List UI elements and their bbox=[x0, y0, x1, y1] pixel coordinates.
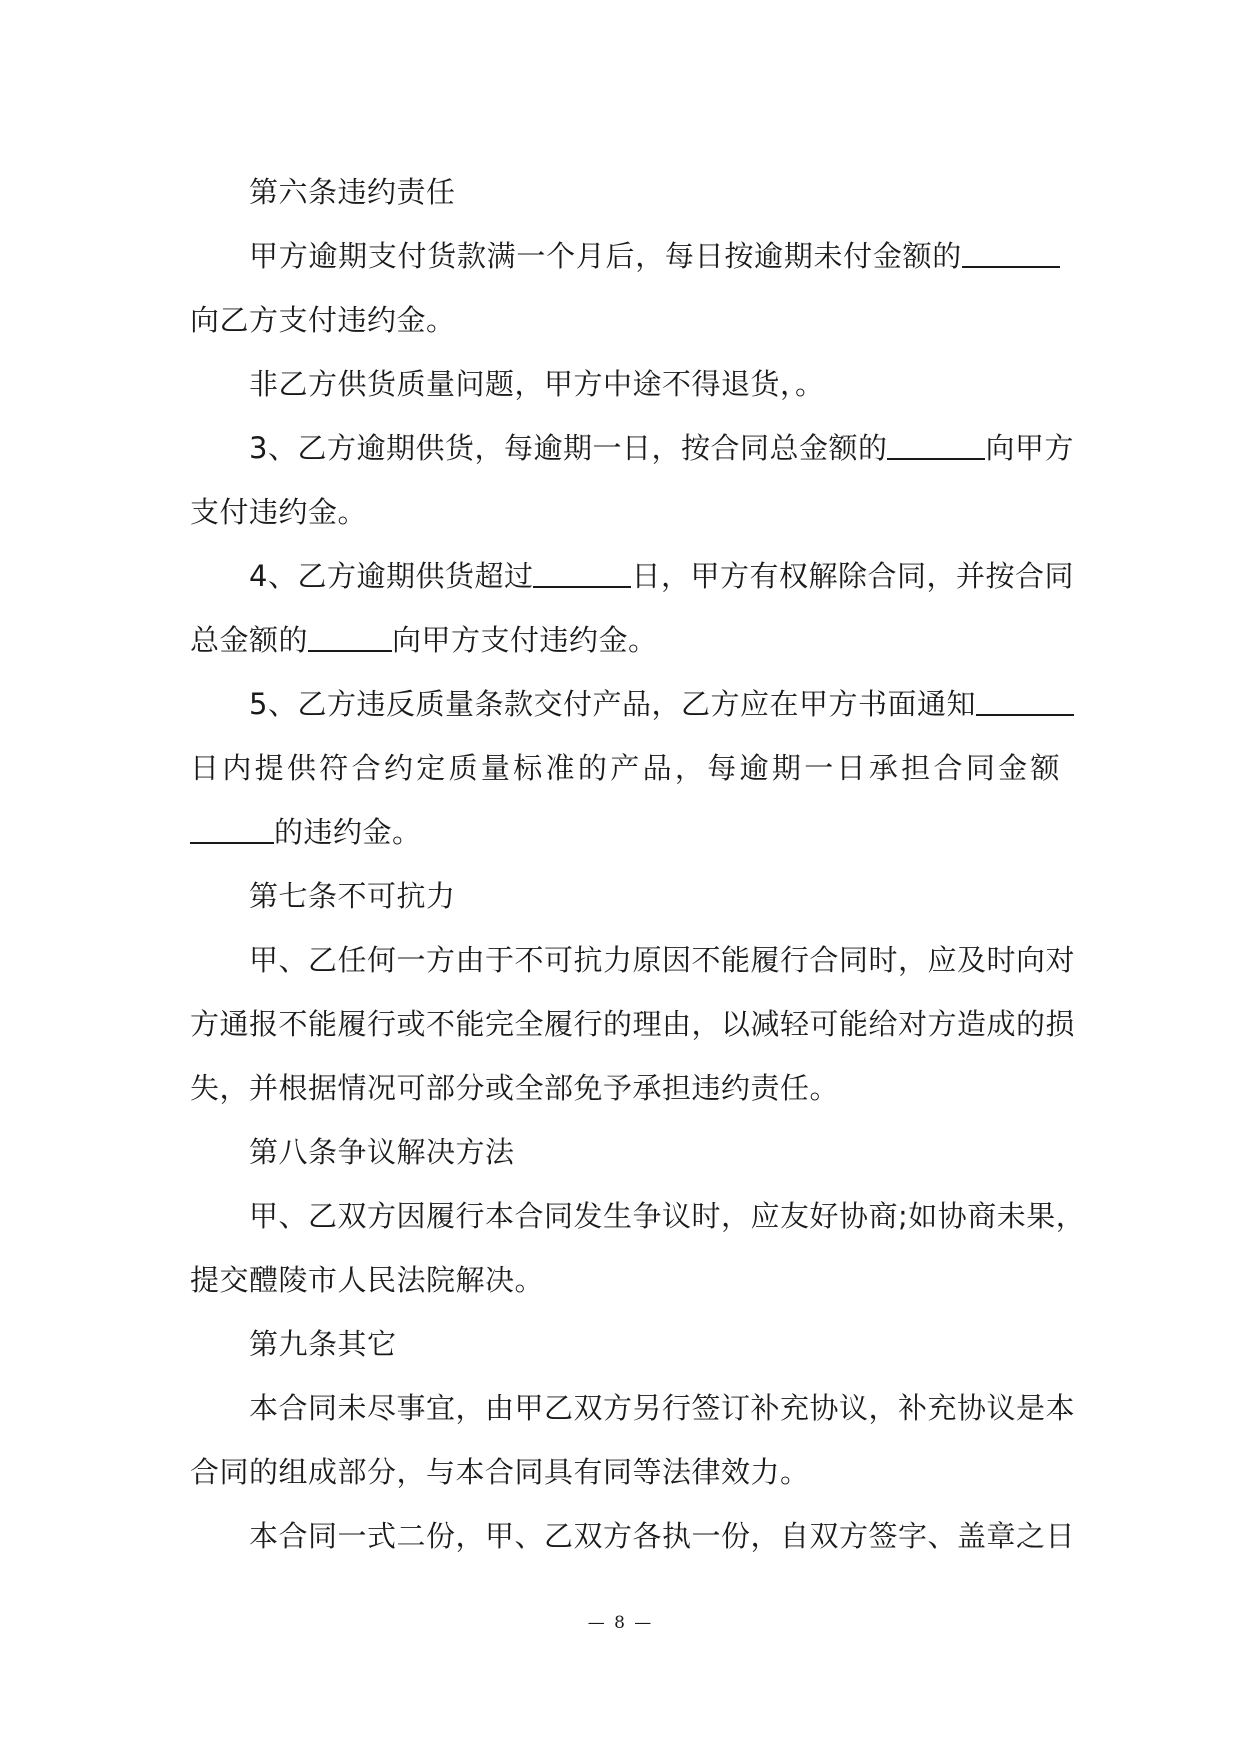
paragraph-line: 方通报不能履行或不能完全履行的理由，以减轻可能给对方造成的损 bbox=[190, 1007, 1076, 1041]
paragraph-line: 向乙方支付违约金。 bbox=[190, 303, 456, 337]
document-body bbox=[190, 160, 1086, 1568]
paragraph-line: 的违约金。 bbox=[190, 800, 1060, 864]
page-number: — 8 — bbox=[587, 1613, 654, 1633]
fill-blank bbox=[887, 428, 985, 460]
paragraph-line: 本合同一式二份，甲、乙双方各执一份，自双方签字、盖章之日 bbox=[249, 1519, 1076, 1553]
paragraph-line: 甲方逾期支付货款满一个月后，每日按逾期未付金额的 bbox=[190, 224, 1060, 288]
fill-blank bbox=[976, 684, 1074, 716]
article-6-heading: 第六条违约责任 bbox=[249, 175, 456, 209]
paragraph-line: 支付违约金。 bbox=[190, 495, 368, 529]
paragraph-line: 日内提供符合约定质量标准的产品，每逾期一日承担合同金额 bbox=[190, 751, 1060, 785]
paragraph-line: 甲、乙任何一方由于不可抗力原因不能履行合同时，应及时向对 bbox=[249, 943, 1076, 977]
paragraph-line: 甲、乙双方因履行本合同发生争议时，应友好协商;如协商未果， bbox=[249, 1199, 1086, 1233]
fill-blank bbox=[533, 556, 631, 588]
paragraph-line: 非乙方供货质量问题，甲方中途不得退货，。 bbox=[249, 367, 825, 401]
paragraph-line: 失，并根据情况可部分或全部免予承担违约责任。 bbox=[190, 1071, 840, 1105]
paragraph-line: 合同的组成部分，与本合同具有同等法律效力。 bbox=[190, 1455, 810, 1489]
article-7-heading: 第七条不可抗力 bbox=[249, 879, 456, 913]
paragraph-line: 提交醴陵市人民法院解决。 bbox=[190, 1263, 545, 1297]
paragraph-line: 总金额的 向甲方支付违约金。 bbox=[190, 608, 1060, 672]
paragraph-line: 4、乙方逾期供货超过 日，甲方有权解除合同，并按合同 bbox=[190, 544, 1060, 608]
paragraph-line: 5、乙方违反质量条款交付产品，乙方应在甲方书面通知 bbox=[190, 672, 1060, 736]
article-8-heading: 第八条争议解决方法 bbox=[249, 1135, 515, 1169]
article-9-heading: 第九条其它 bbox=[249, 1327, 397, 1361]
paragraph-line: 3、乙方逾期供货，每逾期一日，按合同总金额的 向甲方 bbox=[190, 416, 1060, 480]
paragraph-line: 本合同未尽事宜，由甲乙双方另行签订补充协议，补充协议是本 bbox=[249, 1391, 1076, 1425]
fill-blank bbox=[190, 812, 274, 844]
fill-blank bbox=[962, 236, 1060, 268]
fill-blank bbox=[308, 620, 392, 652]
